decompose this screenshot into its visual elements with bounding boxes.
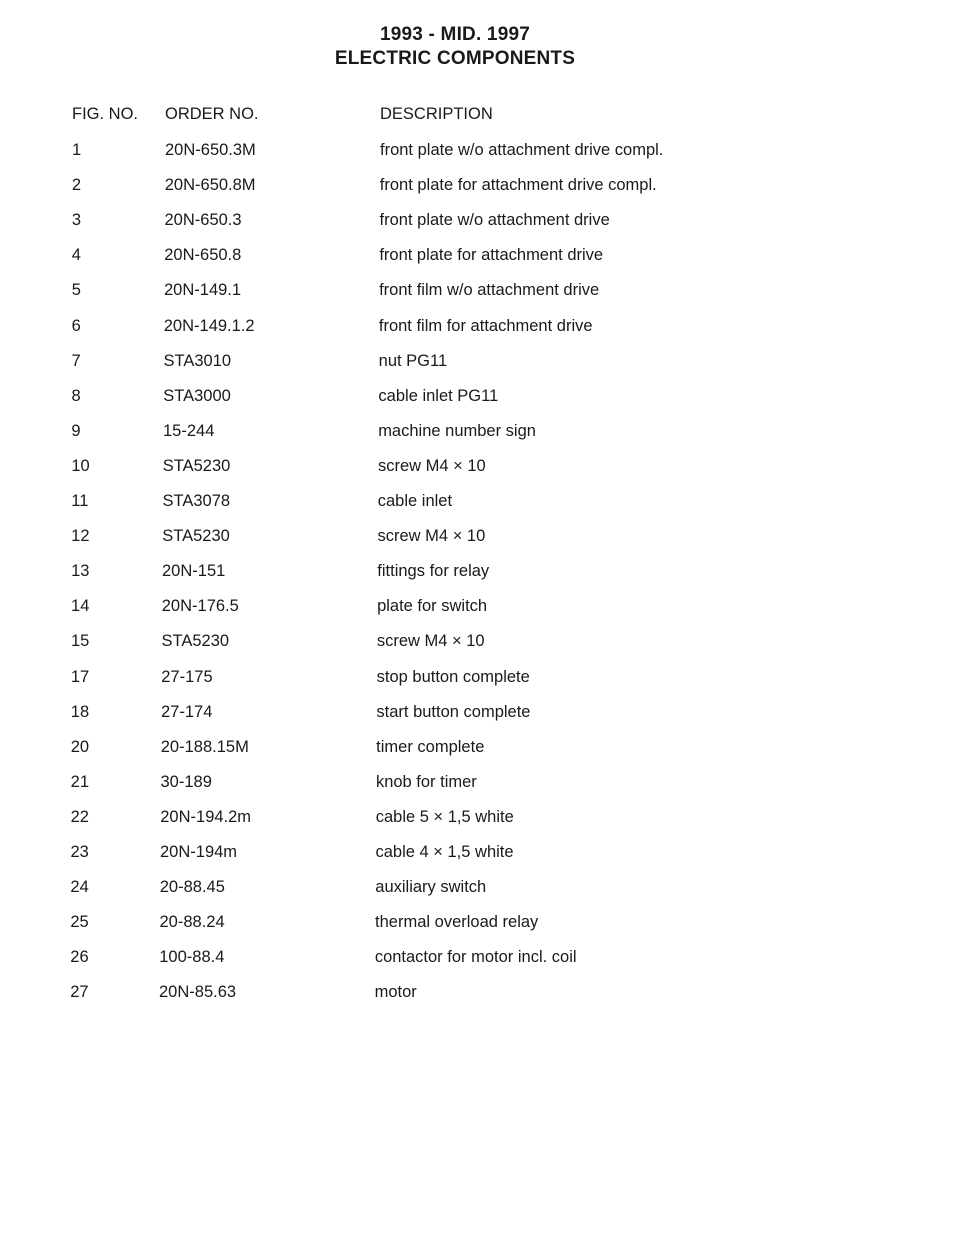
description-cell: thermal overload relay <box>375 913 539 932</box>
description-cell: cable inlet PG11 <box>378 386 499 405</box>
description-cell: motor <box>374 983 417 1002</box>
order-no-cell: STA5230 <box>162 456 231 475</box>
description-cell: machine number sign <box>378 421 536 440</box>
order-no-cell: 15-244 <box>163 421 215 440</box>
description-cell: front plate for attachment drive <box>379 246 604 265</box>
column-header-order-no: ORDER NO. <box>165 105 259 123</box>
fig-no-cell: 26 <box>70 948 89 967</box>
description-cell: screw M4 × 10 <box>376 632 485 651</box>
column-header-description: DESCRIPTION <box>380 105 493 123</box>
order-no-cell: 20N-151 <box>162 562 226 581</box>
fig-no-cell: 5 <box>71 281 81 300</box>
order-no-cell: 20N-650.3 <box>164 211 242 230</box>
order-no-cell: STA3010 <box>163 351 232 370</box>
description-cell: front plate for attachment drive compl. <box>379 176 657 195</box>
order-no-cell: 20N-650.3M <box>165 141 256 159</box>
order-no-cell: 20N-149.1 <box>164 281 242 300</box>
order-no-cell: 20-88.24 <box>159 913 225 932</box>
description-cell: screw M4 × 10 <box>377 527 486 546</box>
fig-no-cell: 8 <box>71 386 81 405</box>
fig-no-cell: 12 <box>71 527 90 546</box>
order-no-cell: 100-88.4 <box>159 948 225 967</box>
order-no-cell: 20N-650.8 <box>164 246 242 265</box>
fig-no-cell: 10 <box>71 456 90 475</box>
description-cell: nut PG11 <box>378 351 448 370</box>
fig-no-cell: 11 <box>71 492 89 510</box>
page-title: ELECTRIC COMPONENTS <box>334 48 576 69</box>
fig-no-cell: 22 <box>70 807 89 826</box>
fig-no-cell: 27 <box>70 983 89 1002</box>
description-cell: front film for attachment drive <box>378 316 593 335</box>
order-no-cell: 20-88.45 <box>159 878 225 897</box>
fig-no-cell: 2 <box>71 176 82 195</box>
fig-no-cell: 24 <box>70 878 89 897</box>
page-title-years: 1993 - MID. 1997 <box>379 24 530 45</box>
description-cell: cable inlet <box>377 492 453 510</box>
order-no-cell: 20N-650.8M <box>164 176 256 195</box>
fig-no-cell: 18 <box>70 702 90 721</box>
fig-no-cell: 6 <box>71 316 81 335</box>
description-cell: start button complete <box>376 702 531 721</box>
order-no-cell: 30-189 <box>160 772 212 791</box>
description-cell: cable 4 × 1,5 white <box>375 843 514 861</box>
fig-no-cell: 14 <box>71 597 90 616</box>
fig-no-cell: 9 <box>71 421 81 440</box>
order-no-cell: 27-175 <box>161 667 213 686</box>
order-no-cell: STA3000 <box>163 386 231 405</box>
order-no-cell: STA3078 <box>162 492 231 510</box>
order-no-cell: 20N-149.1.2 <box>163 316 255 335</box>
order-no-cell: 20-188.15M <box>160 737 249 756</box>
description-cell: contactor for motor incl. coil <box>374 948 577 967</box>
fig-no-cell: 4 <box>71 246 81 265</box>
order-no-cell: 20N-194m <box>160 843 238 861</box>
fig-no-cell: 1 <box>72 141 82 159</box>
description-cell: cable 5 × 1,5 white <box>375 807 514 826</box>
description-cell: front film w/o attachment drive <box>379 281 600 300</box>
description-cell: fittings for relay <box>377 562 490 581</box>
order-no-cell: 20N-176.5 <box>161 597 239 616</box>
description-cell: knob for timer <box>375 772 477 791</box>
fig-no-cell: 17 <box>70 667 90 686</box>
order-no-cell: 20N-194.2m <box>160 807 252 826</box>
description-cell: timer complete <box>376 737 485 756</box>
fig-no-cell: 7 <box>71 351 81 370</box>
fig-no-cell: 21 <box>70 772 89 791</box>
fig-no-cell: 25 <box>70 913 89 932</box>
fig-no-cell: 20 <box>70 737 90 756</box>
fig-no-cell: 15 <box>70 632 90 651</box>
order-no-cell: STA5230 <box>162 527 230 546</box>
description-cell: stop button complete <box>376 667 530 686</box>
description-cell: auxiliary switch <box>375 878 487 897</box>
description-cell: front plate w/o attachment drive compl. <box>380 141 664 159</box>
order-no-cell: 20N-85.63 <box>159 983 237 1002</box>
fig-no-cell: 23 <box>70 843 89 861</box>
column-header-fig-no: FIG. NO. <box>72 105 138 123</box>
order-no-cell: STA5230 <box>161 632 230 651</box>
order-no-cell: 27-174 <box>161 702 213 721</box>
fig-no-cell: 13 <box>71 562 90 581</box>
fig-no-cell: 3 <box>71 211 82 230</box>
description-cell: front plate w/o attachment drive <box>379 211 610 230</box>
description-cell: plate for switch <box>377 597 488 616</box>
description-cell: screw M4 × 10 <box>377 456 486 475</box>
